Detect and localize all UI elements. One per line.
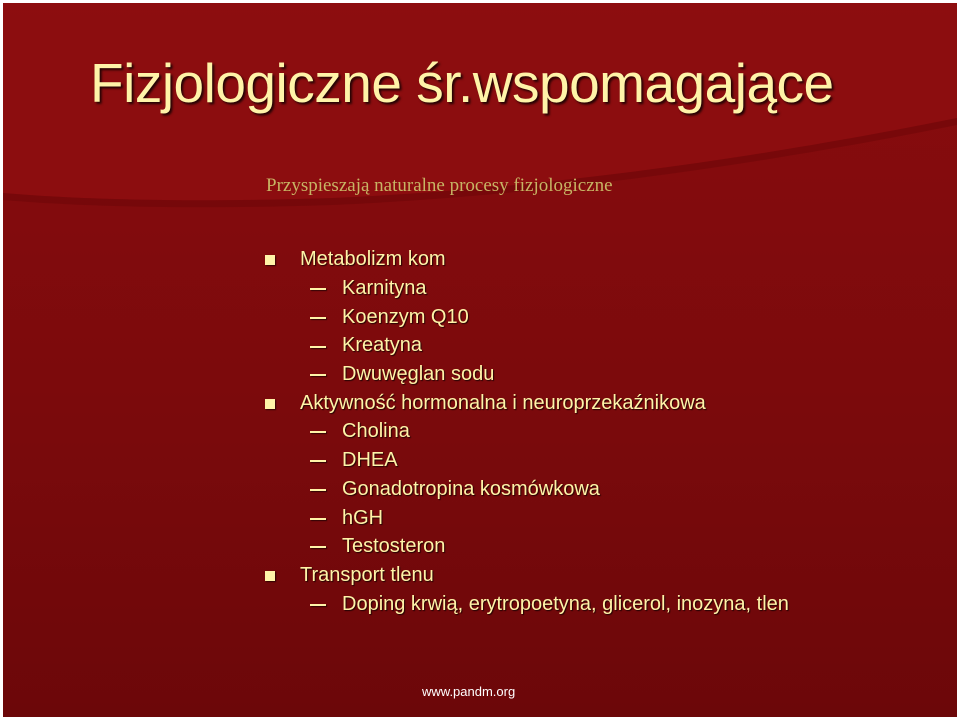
sub-item-cholina: Cholina <box>342 420 410 442</box>
list-item-aktywnosc: Aktywność hormonalna i neuroprzekaźnikowa <box>300 392 706 414</box>
dash-icon <box>310 317 326 319</box>
dash-icon <box>310 288 326 290</box>
list-item-metabolizm: Metabolizm kom <box>300 248 446 270</box>
sub-item-karnityna: Karnityna <box>342 277 427 299</box>
slide-title: Fizjologiczne śr.wspomagające <box>90 52 834 114</box>
sub-item-koenzym: Koenzym Q10 <box>342 306 469 328</box>
sub-item-hgh: hGH <box>342 507 384 529</box>
sub-item-dhea: DHEA <box>342 449 398 471</box>
sub-item-dwuweglan: Dwuwęglan sodu <box>342 363 495 385</box>
dash-icon <box>310 374 326 376</box>
bullet-square-icon <box>265 571 275 581</box>
dash-icon <box>310 604 326 606</box>
dash-icon <box>310 460 326 462</box>
footer-url: www.pandm.org <box>422 684 516 699</box>
dash-icon <box>310 518 326 520</box>
slide-subtitle: Przyspieszają naturalne procesy fizjologiczne <box>266 175 613 196</box>
dash-icon <box>310 346 326 348</box>
sub-item-kreatyna: Kreatyna <box>342 334 423 356</box>
sub-item-doping: Doping krwią, erytropoetyna, glicerol, inozyna, tlen <box>342 593 789 615</box>
dash-icon <box>310 431 326 433</box>
list-item-transport: Transport tlenu <box>300 564 434 586</box>
sub-item-testosteron: Testosteron <box>342 535 446 557</box>
bullet-square-icon <box>265 255 275 265</box>
slide <box>3 3 957 717</box>
sub-item-gonadotropina: Gonadotropina kosmówkowa <box>342 478 600 500</box>
dash-icon <box>310 489 326 491</box>
bullet-square-icon <box>265 399 275 409</box>
dash-icon <box>310 546 326 548</box>
